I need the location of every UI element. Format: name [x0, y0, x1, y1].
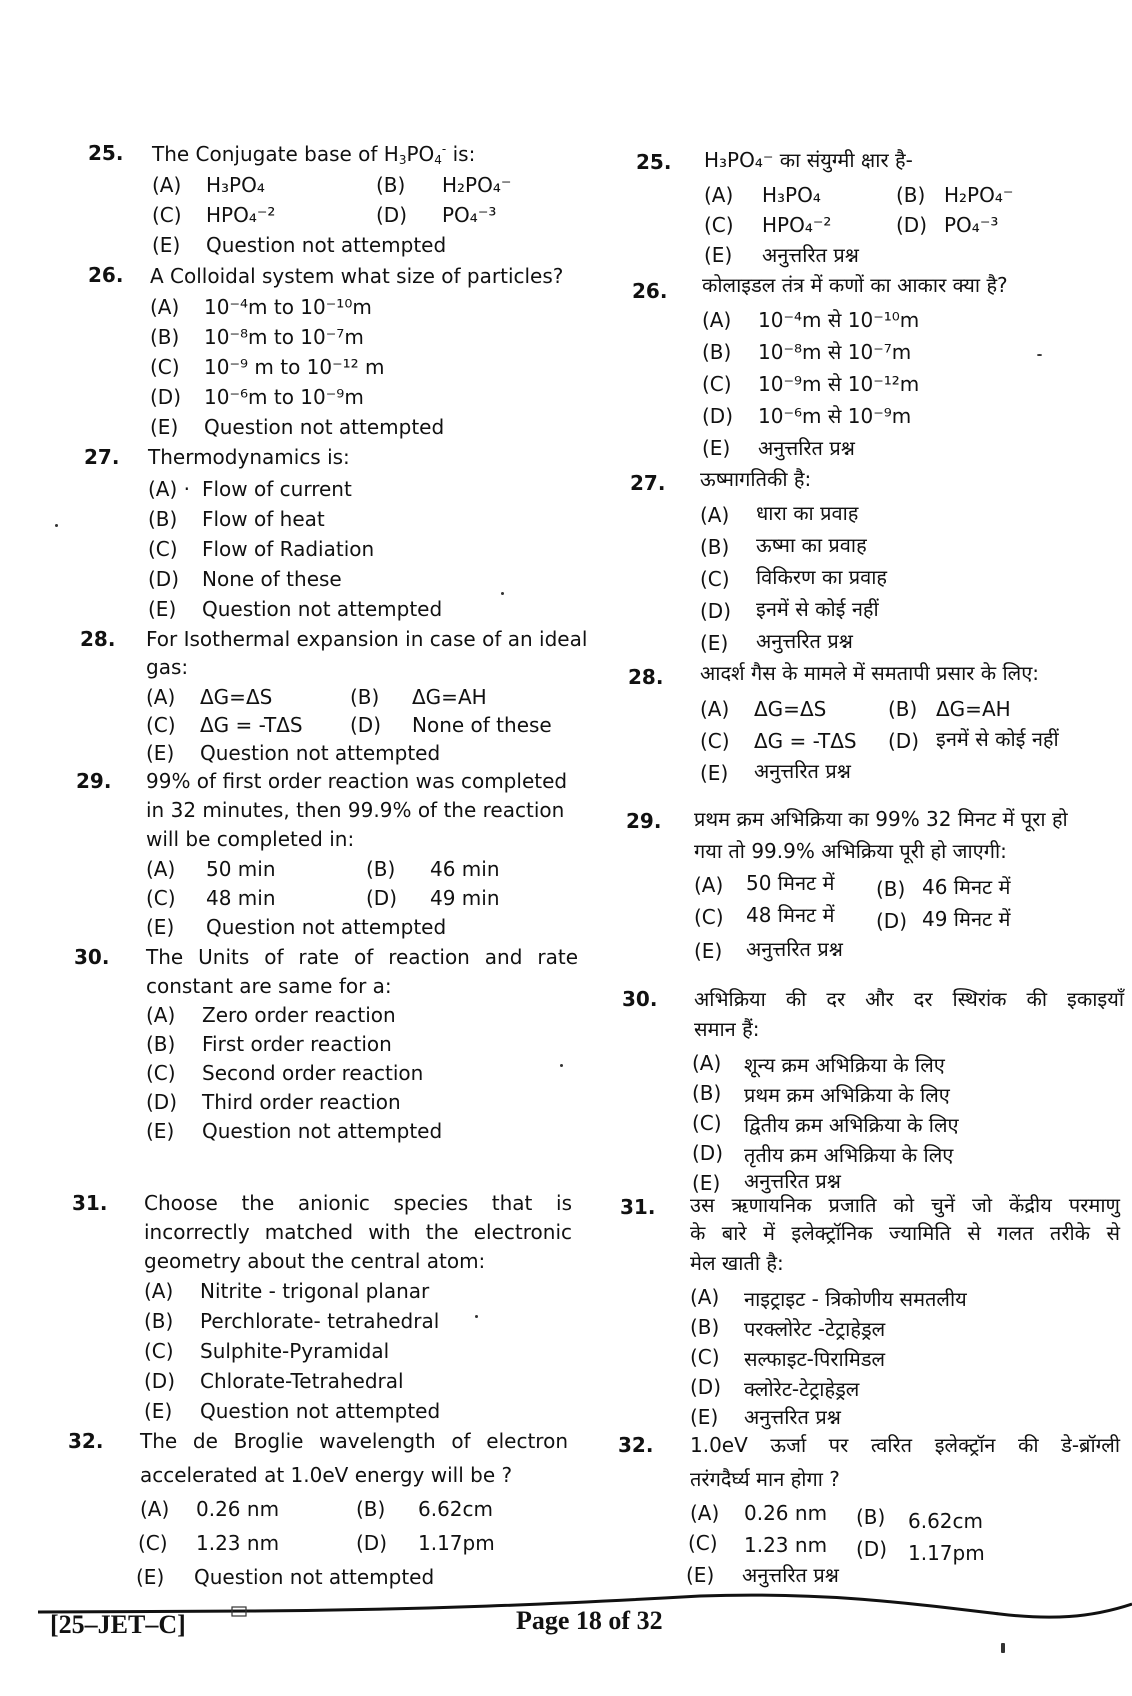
option-text[interactable]: 48 min [206, 886, 276, 910]
option-text[interactable]: HPO₄⁻² [762, 213, 832, 237]
option-text[interactable]: 46 मिनट में [922, 875, 1011, 899]
option-text[interactable]: 10⁻⁶m to 10⁻⁹m [204, 385, 364, 409]
question-number: 26. [88, 263, 124, 287]
option-text[interactable]: ΔG = -TΔS [754, 729, 857, 753]
option-text[interactable]: विकिरण का प्रवाह [756, 565, 888, 589]
option-text[interactable]: HPO₄⁻² [206, 203, 276, 227]
option-label: (E) [146, 741, 175, 765]
question-stem-line: in 32 minutes, then 99.9% of the reaction [146, 798, 565, 822]
question-number: 29. [626, 809, 662, 833]
option-text[interactable]: 49 मिनट में [922, 907, 1011, 931]
scan-speck [501, 592, 504, 595]
option-text[interactable]: Chlorate-Tetrahedral [200, 1369, 404, 1393]
option-text[interactable]: Question not attempted [206, 233, 447, 257]
option-label: (B) [350, 685, 380, 709]
option-text[interactable]: क्लोरेट-टेट्राहेड्रल [744, 1377, 860, 1401]
option-label: (D) [148, 567, 180, 591]
question-number: 25. [636, 150, 672, 174]
option-text[interactable]: Flow of heat [202, 507, 325, 531]
option-label: (D) [350, 713, 382, 737]
option-label: (E) [144, 1399, 173, 1423]
question-number: 27. [84, 445, 120, 469]
option-text[interactable]: Perchlorate- tetrahedral [200, 1309, 440, 1333]
option-label: (E) [700, 631, 729, 655]
option-label: (B) [148, 507, 178, 531]
option-text[interactable]: अनुत्तरित प्रश्न [762, 243, 859, 267]
option-text[interactable]: 10⁻⁸m to 10⁻⁷m [204, 325, 364, 349]
question-stem: आदर्श गैस के मामले में समतापी प्रसार के लिए: [700, 661, 1040, 685]
option-label: (C) [144, 1339, 174, 1363]
option-label: (C) [152, 203, 182, 227]
option-text[interactable]: द्वितीय क्रम अभिक्रिया के लिए [744, 1113, 959, 1137]
question-stem-line: प्रथम क्रम अभिक्रिया का 99% 32 मिनट में पूरा हो [694, 807, 1068, 831]
question-stem-line: तरंगदैर्घ्य मान होगा ? [690, 1467, 840, 1491]
option-text[interactable]: प्रथम क्रम अभिक्रिया के लिए [744, 1083, 950, 1107]
question-stem: H₃PO₄⁻ का संयुग्मी क्षार है- [704, 148, 913, 172]
option-text[interactable]: Question not attempted [206, 915, 447, 939]
option-label: (D) [376, 203, 408, 227]
option-text[interactable]: Second order reaction [202, 1061, 424, 1085]
option-label: (B) [146, 1032, 176, 1056]
option-label: (D) [356, 1531, 388, 1555]
option-text[interactable]: 1.17pm [908, 1541, 985, 1565]
option-text[interactable]: 1.23 nm [744, 1533, 828, 1557]
question-stem-line: Choose the anionic species that is [144, 1191, 572, 1215]
option-label: (D) [888, 729, 920, 753]
option-text[interactable]: 48 मिनट में [746, 903, 835, 927]
option-text[interactable]: तृतीय क्रम अभिक्रिया के लिए [744, 1143, 954, 1167]
option-text[interactable]: Question not attempted [194, 1565, 435, 1589]
option-text[interactable]: First order reaction [202, 1032, 392, 1056]
option-text[interactable]: नाइट्राइट - त्रिकोणीय समतलीय [744, 1287, 967, 1311]
option-label: (E) [690, 1405, 719, 1429]
option-label: (E) [700, 761, 729, 785]
question-stem: Thermodynamics is: [148, 445, 350, 469]
option-text[interactable]: ΔG=ΔS [200, 685, 273, 709]
option-label: (A) [152, 173, 182, 197]
option-text[interactable]: Question not attempted [200, 1399, 441, 1423]
option-label: (C) [692, 1111, 722, 1135]
option-label: (C) [688, 1531, 718, 1555]
page-number: Page 18 of 32 [516, 1606, 663, 1635]
option-label: (D) [700, 599, 732, 623]
option-label: (A) [144, 1279, 174, 1303]
question-stem-line: के बारे में इलेक्ट्रॉनिक ज्यामिति से गलत तरीके से [690, 1221, 1120, 1245]
question-number: 30. [74, 945, 110, 969]
option-text[interactable]: परक्लोरेट -टेट्राहेड्रल [744, 1317, 886, 1341]
option-text[interactable]: अनुत्तरित प्रश्न [754, 759, 851, 783]
question-stem-line: अभिक्रिया की दर और दर स्थिरांक की इकाइयाँ [694, 987, 1124, 1011]
option-text[interactable]: Flow of Radiation [202, 537, 375, 561]
option-text[interactable]: इनमें से कोई नहीं [756, 597, 879, 621]
option-text[interactable]: ΔG = -TΔS [200, 713, 303, 737]
option-label: (A) [146, 685, 176, 709]
option-label: (E) [150, 415, 179, 439]
question-stem-line: मेल खाती है: [690, 1251, 784, 1275]
option-label: (B) [356, 1497, 386, 1521]
option-label: (C) [138, 1531, 168, 1555]
option-label: (D) [146, 1090, 178, 1114]
option-label: (B) [366, 857, 396, 881]
option-text[interactable]: None of these [202, 567, 342, 591]
option-text[interactable]: Nitrite - trigonal planar [200, 1279, 430, 1303]
option-label: (C) [150, 355, 180, 379]
option-label: (A) [146, 1003, 176, 1027]
option-label: (C) [700, 729, 730, 753]
option-label: (C) [702, 372, 732, 396]
question-stem-line: समान हैं: [694, 1017, 760, 1041]
paper-code: [25–JET–C] [50, 1610, 186, 1639]
question-stem-line: geometry about the central atom: [144, 1249, 486, 1273]
option-label: (C) [704, 213, 734, 237]
option-label: (A) [702, 308, 732, 332]
option-label: (D) [690, 1375, 722, 1399]
option-label: (B) [896, 183, 926, 207]
option-label: (D) [692, 1141, 724, 1165]
question-stem: ऊष्मागतिकी है: [700, 467, 812, 491]
option-text[interactable]: PO₄⁻³ [944, 213, 999, 237]
option-text[interactable]: 0.26 nm [196, 1497, 280, 1521]
option-label: (A) [700, 503, 730, 527]
option-label: (B) [702, 340, 732, 364]
question-stem-line: 99% of first order reaction was completed [146, 769, 568, 793]
question-stem-line: The Units of rate of reaction and rate [146, 945, 578, 969]
question-stem: A Colloidal system what size of particles? [150, 264, 564, 288]
option-text[interactable]: 50 मिनट में [746, 871, 835, 895]
question-stem-line: For Isothermal expansion in case of an ideal [146, 627, 588, 651]
scan-speck [1001, 1643, 1005, 1653]
option-text[interactable]: 50 min [206, 857, 276, 881]
option-text[interactable]: Flow of current [202, 477, 352, 501]
option-text[interactable]: H₂PO₄⁻ [944, 183, 1014, 207]
option-text[interactable]: अनुत्तरित प्रश्न [742, 1563, 839, 1587]
option-label: (A) [704, 183, 734, 207]
option-text[interactable]: 0.26 nm [744, 1501, 828, 1525]
question-number: 27. [630, 471, 666, 495]
option-label: (C) [148, 537, 178, 561]
option-text[interactable]: ΔG=AH [936, 697, 1011, 721]
option-label: (C) [694, 905, 724, 929]
option-text[interactable]: अनुत्तरित प्रश्न [758, 436, 855, 460]
scan-speck [1037, 354, 1042, 356]
question-number: 26. [632, 279, 668, 303]
option-text[interactable]: 6.62cm [908, 1509, 984, 1533]
option-text[interactable]: Question not attempted [202, 597, 443, 621]
option-text[interactable]: Question not attempted [202, 1119, 443, 1143]
question-stem: कोलाइडल तंत्र में कणों का आकार क्या है? [702, 273, 1008, 297]
option-label: (A) · [148, 477, 191, 501]
option-label: (B) [700, 535, 730, 559]
option-label: (E) [146, 915, 175, 939]
option-label: (A) [692, 1051, 722, 1075]
option-text[interactable]: धारा का प्रवाह [756, 501, 859, 525]
option-label: (B) [876, 877, 906, 901]
option-text[interactable]: 10⁻⁹m से 10⁻¹²m [758, 372, 920, 396]
option-text[interactable]: शून्य क्रम अभिक्रिया के लिए [744, 1053, 945, 1077]
option-label: (B) [856, 1505, 886, 1529]
option-text[interactable]: Question not attempted [204, 415, 445, 439]
option-label: (A) [690, 1501, 720, 1525]
option-text[interactable]: Sulphite-Pyramidal [200, 1339, 390, 1363]
option-text[interactable]: 1.23 nm [196, 1531, 280, 1555]
question-number: 29. [76, 769, 112, 793]
question-number: 25. [88, 141, 124, 165]
scan-speck [475, 1315, 478, 1318]
option-label: (C) [146, 713, 176, 737]
option-label: (E) [686, 1563, 715, 1587]
option-label: (B) [144, 1309, 174, 1333]
question-number: 30. [622, 987, 658, 1011]
option-label: (B) [692, 1081, 722, 1105]
option-text[interactable]: H₃PO₄ [206, 173, 265, 197]
option-text[interactable]: None of these [412, 713, 552, 737]
option-text[interactable]: 10⁻⁶m से 10⁻⁹m [758, 404, 912, 428]
option-text[interactable]: Question not attempted [200, 741, 441, 765]
option-text[interactable]: 10⁻⁹ m to 10⁻¹² m [204, 355, 385, 379]
option-label: (A) [694, 873, 724, 897]
question-number: 28. [628, 665, 664, 689]
option-label: (E) [692, 1171, 721, 1195]
option-text[interactable]: H₂PO₄⁻ [442, 173, 512, 197]
option-text[interactable]: सल्फाइट-पिरामिडल [744, 1347, 886, 1371]
option-text[interactable]: अनुत्तरित प्रश्न [746, 937, 843, 961]
option-label: (E) [694, 939, 723, 963]
option-text[interactable]: अनुत्तरित प्रश्न [756, 629, 853, 653]
question-stem: The Conjugate base of $H_3PO_4^-$ is: [152, 142, 476, 167]
option-text[interactable]: ΔG=AH [412, 685, 487, 709]
option-text[interactable]: PO₄⁻³ [442, 203, 497, 227]
question-stem-line: constant are same for a: [146, 974, 392, 998]
option-text[interactable]: Zero order reaction [202, 1003, 396, 1027]
option-text[interactable]: H₃PO₄ [762, 183, 821, 207]
option-label: (C) [700, 567, 730, 591]
option-text[interactable]: अनुत्तरित प्रश्न [744, 1405, 841, 1429]
option-label: (B) [376, 173, 406, 197]
scan-speck [55, 524, 58, 527]
option-text[interactable]: अनुत्तरित प्रश्न [744, 1169, 841, 1193]
option-label: (E) [148, 597, 177, 621]
option-label: (B) [150, 325, 180, 349]
question-stem-line: accelerated at 1.0eV energy will be ? [140, 1463, 513, 1487]
option-label: (A) [690, 1285, 720, 1309]
option-text[interactable]: 49 min [430, 886, 500, 910]
option-text[interactable]: 6.62cm [418, 1497, 494, 1521]
option-text[interactable]: 10⁻⁸m से 10⁻⁷m [758, 340, 912, 364]
scan-speck [560, 1064, 563, 1067]
option-label: (D) [896, 213, 928, 237]
question-number: 31. [620, 1195, 656, 1219]
option-label: (D) [366, 886, 398, 910]
option-label: (A) [140, 1497, 170, 1521]
option-label: (D) [856, 1537, 888, 1561]
option-label: (A) [146, 857, 176, 881]
option-text[interactable]: 10⁻⁴m से 10⁻¹⁰m [758, 308, 920, 332]
option-text[interactable]: इनमें से कोई नहीं [936, 727, 1059, 751]
question-number: 32. [68, 1429, 104, 1453]
question-number: 31. [72, 1191, 108, 1215]
option-label: (E) [704, 243, 733, 267]
question-stem-line: gas: [146, 655, 189, 679]
question-stem-line: उस ऋणायनिक प्रजाति को चुनें जो केंद्रीय परमाणु [690, 1193, 1120, 1217]
option-label: (B) [690, 1315, 720, 1339]
option-label: (D) [876, 909, 908, 933]
option-label: (D) [702, 404, 734, 428]
option-label: (E) [136, 1565, 165, 1589]
option-label: (C) [690, 1345, 720, 1369]
question-stem-line: will be completed in: [146, 827, 355, 851]
question-stem-line: 1.0eV ऊर्जा पर त्वरित इलेक्ट्रॉन की डे-ब्रॉग्ली [690, 1433, 1120, 1457]
option-label: (E) [152, 233, 181, 257]
question-stem-line: गया तो 99.9% अभिक्रिया पूरी हो जाएगी: [694, 839, 1007, 863]
option-label: (A) [700, 697, 730, 721]
option-label: (A) [150, 295, 180, 319]
option-label: (D) [144, 1369, 176, 1393]
option-text[interactable]: ΔG=ΔS [754, 697, 827, 721]
option-label: (E) [146, 1119, 175, 1143]
option-text[interactable]: 46 min [430, 857, 500, 881]
question-number: 32. [618, 1433, 654, 1457]
question-stem-line: The de Broglie wavelength of electron [140, 1429, 568, 1453]
option-label: (B) [888, 697, 918, 721]
option-text[interactable]: 1.17pm [418, 1531, 495, 1555]
option-label: (C) [146, 1061, 176, 1085]
option-label: (D) [150, 385, 182, 409]
question-stem-line: incorrectly matched with the electronic [144, 1220, 572, 1244]
option-text[interactable]: Third order reaction [202, 1090, 401, 1114]
option-text[interactable]: ऊष्मा का प्रवाह [756, 533, 867, 557]
option-label: (C) [146, 886, 176, 910]
option-label: (E) [702, 436, 731, 460]
option-text[interactable]: 10⁻⁴m to 10⁻¹⁰m [204, 295, 372, 319]
question-number: 28. [80, 627, 116, 651]
